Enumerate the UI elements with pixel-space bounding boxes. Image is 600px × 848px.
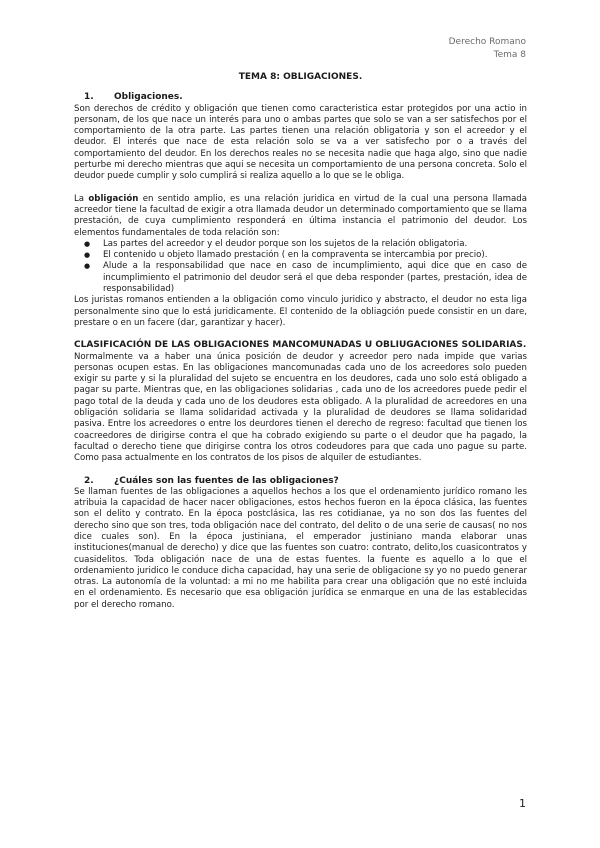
document-body bbox=[74, 72, 527, 611]
list-item: ● Alude a la responsabilidad que nace en caso de incumplimiento, aqui dice que en caso de incumplimiento el patrimonio del deudor será el que deba responder (partes, prestación, idea de responsabilidad) bbox=[103, 261, 527, 295]
list-item: ● El contenido u objeto llamado prestación ( en la compraventa se intercambia por precio). bbox=[103, 250, 527, 261]
p2-rest: en sentido amplio, es una relación juridica en virtud de la cual una persona llamada acreedor tiene la facultad de exigir a otra llamada deudor un determinado comportamiento que se llama prestación, de cuya cumplimiento responderá en última instancia el patrimonio del deudor. Los elementos fundamentales de toda relación son: bbox=[74, 193, 527, 238]
section-1-paragraph-3: Los juristas romanos entienden a la obligación como vinculo juridico y abstracto, el deudor no esta liga personalmente sino que lo está juridicamente. El contenido de la obliagción puede consistir en un dare, prestare o en un facere (dar, garantizar y hacer). bbox=[74, 295, 527, 328]
p2-bold-term: obligación bbox=[88, 193, 139, 204]
page-header bbox=[449, 36, 526, 62]
header-unit: Tema 8 bbox=[493, 50, 526, 60]
section-1-title: Obligaciones. bbox=[114, 92, 183, 103]
header-course: Derecho Romano bbox=[448, 37, 526, 47]
p2-lead: La bbox=[74, 193, 89, 204]
spacer bbox=[74, 329, 527, 340]
section-2-heading bbox=[74, 476, 527, 487]
document-title: TEMA 8: OBLIGACIONES. bbox=[238, 72, 363, 82]
section-2-title: ¿Cuáles son las fuentes de las obligaciones? bbox=[114, 475, 339, 486]
spacer bbox=[74, 183, 527, 194]
section-1-paragraph-2 bbox=[74, 194, 527, 239]
section-2-number: 2. bbox=[84, 475, 94, 486]
classification-heading: CLASIFICACIÓN DE LAS OBLIGACIONES MANCOMUNADAS U OBLIUGACIONES SOLIDARIAS. bbox=[74, 340, 527, 351]
list-item: ● Las partes del acreedor y el deudor porque son los sujetos de la relación obligatoria. bbox=[103, 239, 527, 250]
section-1-heading bbox=[74, 92, 527, 103]
section-1-number: 1. bbox=[84, 92, 94, 103]
spacer bbox=[74, 465, 527, 476]
section-1-paragraph-1: Son derechos de crédito y obligación que tienen como caracteristica estar protegidos por una actio in personam, de los que nace un interés para uno o ambas partes que solo se van a ser satisfechos por el comportamiento de la otra parte. Las partes tienen una relación obligatoria y son el acreedor y el deudor. El interés que nace de esta relación solo se va a ver satisfecho por o a través del comportamiento del deudor. En los derechos reales no se necesita nadie que haga algo, sino que nadie perturbe mi derecho mientras que aqui se necesita un comportamiento de una persona concreta. Solo el deudor puede cumplir y solo cumplirá si realiza aquello a lo que se le obliga. bbox=[74, 103, 527, 182]
classification-paragraph: Normalmente va a haber una única posición de deudor y acreedor pero nada impide que varias personas ocupen estas. En las obligaciones mancomunadas cada uno de los acreedores solo pueden exigir su parte y si la pluralidad del sujeto se encuentra en los deudores, cada uno solo está obligado a pagar su parte. Mientras que, en las obligaciones solidarias , cada uno de los acreedores puede pedir el pago total de la deuda y cada uno de los deudores esta obligado. A la pluralidad de acreedores en una obligación solidaria se llama solidaridad activada y la pluralidad de deudores se llama solidaridad pasiva. Entre los acreedores o entre los deurdores tienen el derecho de regreso: facultad que tienen los coacreedores de dirigirse contra el que ha cobrado exigiendo su parte o el deudor que ha pagado, la facultad o derecho tiene que dirigirse contra los otros codeudores para que cada uno pague su parte. Como pasa actualmente en los contratos de los pisos de alquiler de estudiantes. bbox=[74, 351, 527, 464]
page-number: 1 bbox=[519, 797, 526, 810]
elements-list bbox=[74, 239, 527, 295]
section-2-paragraph: Se llaman fuentes de las obligaciones a aquellos hechos a los que el ordenamiento jurídico romano les atribuia la capacidad de hacer nacer obligaciones, estos hechos fueron en la época clásica, las fuentes son el delito y contrato. En la época postclásica, las res cotidianae, ya no son dos las fuentes del derecho sino que son tres, toda obligación nace del contrato, del delito o de una serie de causas( no nos dice cuales son). En la época justiniana, el emperador justiniano manda elaborar unas instituciones(manual de derecho) y dice que las fuentes son cuatro: contrato, delito,los cuasicontratos y cuasidelitos. Toda obligación nace de una de estas fuentes. la fuente es aquello a lo que el ordenamiento juridico le conduce dicha capacidad, hay una serie de obligacione sy yo no puedo generar otras. La autonomía de la voluntad: a mi no me habilita para crear una obligación que no esté incluida en el ordenamiento. Es necesario que esa obligación jurídica se enmarque en una de las establecidas por el derecho romano. bbox=[74, 486, 527, 610]
